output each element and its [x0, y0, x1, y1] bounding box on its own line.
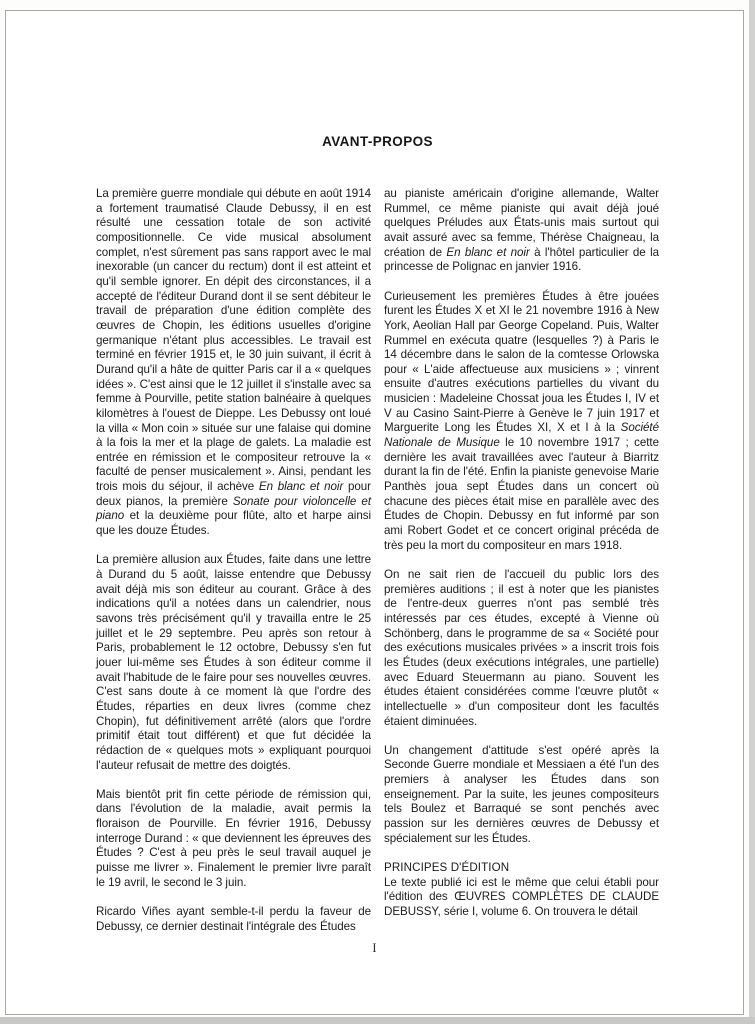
- paragraph: Ricardo Viñes ayant semble-t-il perdu la faveur de Debussy, ce dernier destinait l'intégrale des Études: [96, 904, 371, 933]
- paragraph: La première allusion aux Études, faite dans une lettre à Durand du 5 août, laisse entendre que Debussy avait déjà mis son éditeur au courant. Grâce à des indications qu'il a notées dans un calendrier, nous savons très précisément qu'il y travailla entre le 25 juillet et le 29 septembre. Peu après son retour à Paris, probablement le 12 octobre, Debussy s'en fut jouer lui-même ses Études à son éditeur comme il avait l'habitude de le faire pour ses nouvelles œuvres. C'est sans doute à ce moment là que l'ordre des Études, réparties en deux livres (comme chez Chopin), fut définitivement arrêté (alors que l'ordre primitif était tout différent) et que fut décidée la rédaction de « quelques mots » expliquant pourquoi l'auteur refusait de mettre des doigtés.: [96, 553, 371, 772]
- paragraph: Un changement d'attitude s'est opéré après la Seconde Guerre mondiale et Messiaen a été l'un des premiers à analyser les Études dans son enseignement. Par la suite, les jeunes compositeurs tels Boulez et Barraqué se sont penchés avec passion sur les dernières œuvres de Debussy et spécialement sur les Études.: [384, 743, 659, 845]
- page-number: I: [372, 941, 377, 955]
- text-columns: [96, 187, 659, 934]
- section-heading: PRINCIPES D'ÉDITION: [384, 860, 510, 874]
- paragraph: au pianiste américain d'origine allemande, Walter Rummel, ce même pianiste qui avait déjà joué quelques Préludes aux États-unis mais surtout qui avait assuré avec sa femme, Thérèse Chaigneau, la création de En blanc et noir à l'hôtel particulier de la princesse de Polignac en janvier 1916.: [384, 187, 660, 274]
- scan-edge-bottom: [0, 1017, 755, 1024]
- paragraph: Mais bientôt prit fin cette période de rémission qui, dans l'évolution de la maladie, avait permis la floraison de Pourville. En février 1916, Debussy interroge Durand : « que deviennent les épreuves des Études ? C'est à peu près le seul travail auquel je puisse me livrer ». Finalement le premier livre paraît le 19 avril, le second le 3 juin.: [96, 787, 371, 889]
- paragraph: On ne sait rien de l'accueil du public lors des premières auditions ; il est à noter que les pianistes de l'entre-deux guerres n'ont pas semblé très intéressés par ces études, excepté à Vienne où Schönberg, dans le programme de sa « Société pour des exécutions musicales privées » a inscrit trois fois les Études (deux exécutions intégrales, une partielle) avec Eduard Steuermann au piano. Souvent les études étaient considérées comme l'œuvre plutôt « intellectuelle » d'un compositeur dont les facultés étaient diminuées.: [384, 567, 659, 728]
- column-right: [384, 187, 659, 934]
- scan-edge-right: [749, 0, 755, 1024]
- page-title: AVANT-PROPOS: [322, 134, 433, 149]
- paragraph: Le texte publié ici est le même que celui établi pour l'édition des ŒUVRES COMPLÈTES DE CLAUDE DEBUSSY, série I, volume 6. On trouvera le détail: [384, 875, 659, 918]
- column-left: [96, 187, 371, 934]
- document-page: [5, 10, 744, 1015]
- paragraph: La première guerre mondiale qui débute en août 1914 a fortement traumatisé Claude Debussy, il en est résulté une cessation totale de son activité compositionnelle. Ce vide musical absolument complet, n'est sûrement pas sans rapport avec le mal inexorable (un cancer du rectum) dont il est atteint et qu'il semble ignorer. En dépit des circonstances, il a accepté de l'éditeur Durand dont il se sent débiteur le travail de préparation d'une édition complète des œuvres de Chopin, les éditions usuelles d'origine germanique n'étant plus accessibles. Le travail est terminé en février 1915 et, le 30 juin suivant, il écrit à Durand qu'il a hâte de quitter Paris car il a « quelques idées ». C'est ainsi que le 12 juillet il s'installe avec sa femme à Pourville, petite station balnéaire à quelques kilomètres à l'ouest de Dieppe. Les Debussy ont loué la villa « Mon coin » située sur une falaise qui domine à la fois la mer et la plage de galets. La maladie est entrée en rémission et le compositeur retrouve la « faculté de penser musicalement ». Ainsi, pendant les trois mois du séjour, il achève En blanc et noir pour deux pianos, la première Sonate pour violoncelle et piano et la deuxième pour flûte, alto et harpe ainsi que les douze Études.: [96, 187, 371, 538]
- paragraph: Curieusement les premières Études à être jouées furent les Études X et XI le 21 novembre 1916 à New York, Aeolian Hall par George Copeland. Puis, Walter Rummel en exécuta quatre (lesquelles ?) à Paris le 14 décembre dans le salon de la comtesse Orlowska pour « L'aide affectueuse aux musiciens » ; vinrent ensuite d'autres exécutions partielles du vivant du musicien : Madeleine Chossat joua les Études I, IV et V au Casino Saint-Pierre à Genève le 7 juin 1917 et Marguerite Long les Études XI, X et I à la Société Nationale de Musique le 10 novembre 1917 ; cette dernière les avait travaillées avec l'auteur à Biarritz durant la fin de l'été. Enfin la pianiste genevoise Marie Panthès joua sept Études dans un concert où chacune des pièces était mise en parallèle avec des Études de Chopin. Debussy en fut informé par son ami Robert Godet et ce concert original précéda de très peu la mort du compositeur en mars 1918.: [384, 289, 659, 552]
